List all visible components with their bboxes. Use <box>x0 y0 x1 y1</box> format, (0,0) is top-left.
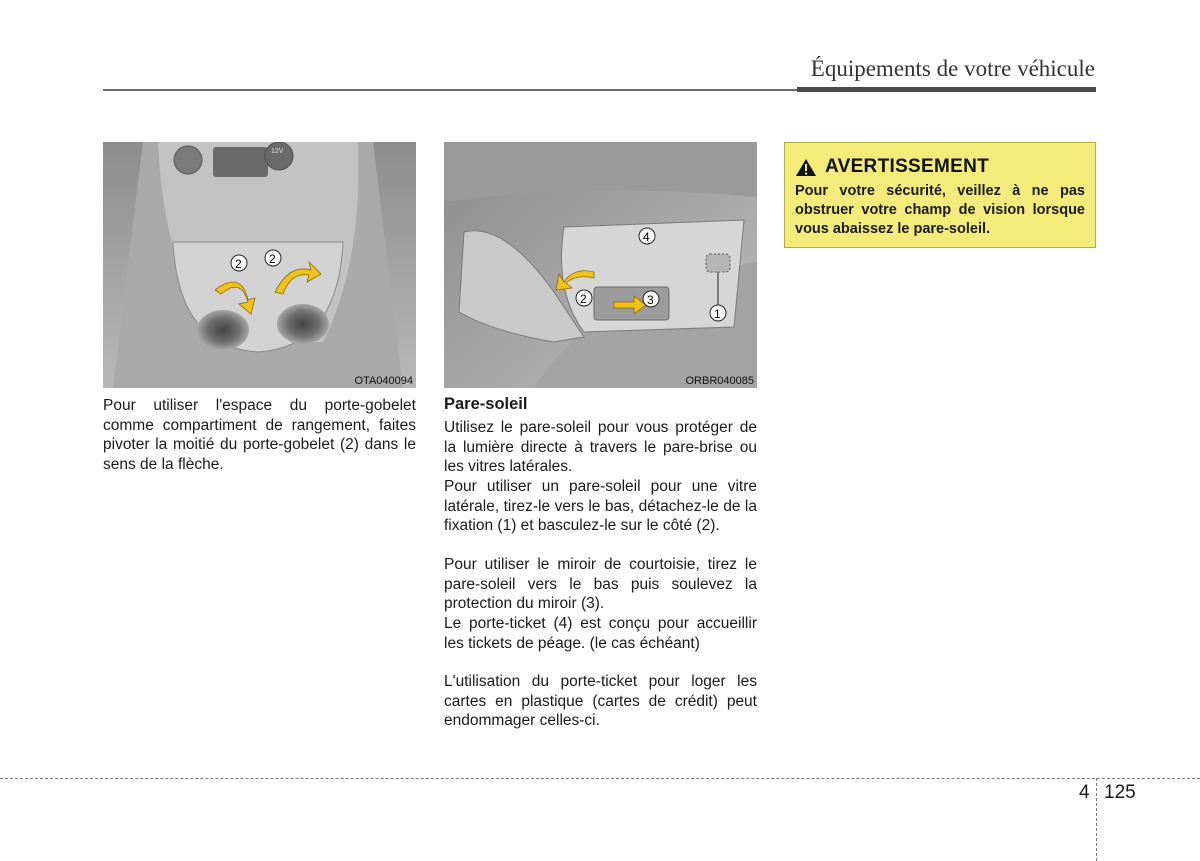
cupholder-illustration <box>103 142 416 388</box>
warning-title: AVERTISSEMENT <box>825 156 990 177</box>
callout-2a: 2 <box>235 257 242 271</box>
footer-rule <box>0 778 1200 779</box>
sunvisor-illustration <box>444 142 757 388</box>
paragraph: Utilisez le pare-soleil pour vous protéger de la lumière directe à travers le pare-brise ou les vitres latérales. <box>444 419 757 475</box>
header-rule-accent <box>797 87 1096 92</box>
sunvisor-figure <box>444 142 757 388</box>
callout-2: 2 <box>580 292 587 306</box>
footer-divider <box>1096 778 1097 861</box>
warning-box <box>784 142 1096 248</box>
figure-caption: ORBR040085 <box>685 375 754 387</box>
callout-3: 3 <box>647 293 654 307</box>
warning-triangle-icon <box>795 158 817 177</box>
section-heading: Pare-soleil <box>444 395 528 413</box>
warning-header <box>795 156 989 178</box>
label-12v: 12V <box>271 148 284 155</box>
cupholder-paragraph: Pour utiliser l'espace du porte-gobelet comme compartiment de rangement, faites pivoter la moitié du porte-gobelet (2) dans le sens de la flèche. <box>103 397 416 473</box>
paragraph: Pour utiliser un pare-soleil pour une vitre latérale, tirez-le vers le bas, détachez-le de la fixation (1) et basculez-le sur le côté (2). <box>444 478 757 534</box>
figure-caption: OTA040094 <box>354 375 413 387</box>
paragraph: Pour utiliser le miroir de courtoisie, tirez le pare-soleil vers le bas puis soulevez la protection du miroir (3). <box>444 556 757 612</box>
chapter-number: 4 <box>1079 782 1090 803</box>
callout-2b: 2 <box>269 252 276 266</box>
page-header-title: Équipements de votre véhicule <box>810 56 1095 81</box>
page-number: 125 <box>1104 782 1136 803</box>
cupholder-figure <box>103 142 416 388</box>
warning-body: Pour votre sécurité, veillez à ne pas obstruer votre champ de vision lorsque vous abaissez le pare-soleil. <box>795 183 1085 237</box>
paragraph: L'utilisation du porte-ticket pour loger les cartes en plastique (cartes de crédit) peut endommager celles-ci. <box>444 673 757 729</box>
callout-1: 1 <box>714 307 721 321</box>
callout-4: 4 <box>643 230 650 244</box>
paragraph: Le porte-ticket (4) est conçu pour accueillir les tickets de péage. (le cas échéant) <box>444 615 757 652</box>
